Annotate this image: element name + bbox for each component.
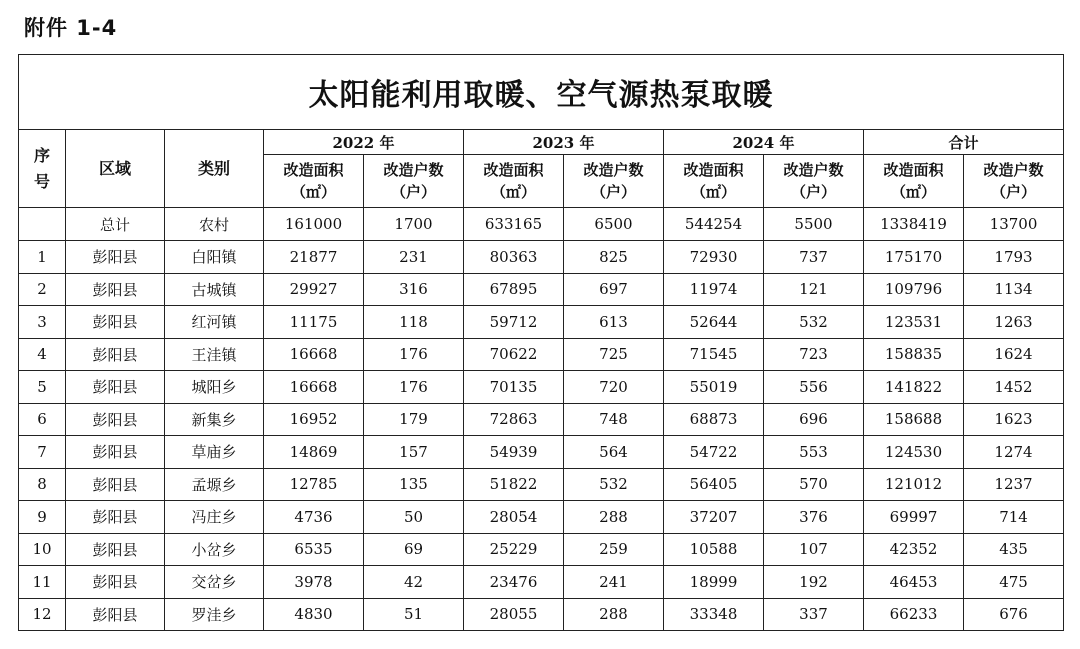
table-body xyxy=(19,208,1064,631)
table-cell: 748 xyxy=(564,403,664,436)
table-cell: 11 xyxy=(19,566,66,599)
table-cell: 720 xyxy=(564,371,664,404)
table-cell: 3978 xyxy=(264,566,364,599)
table-row xyxy=(19,306,1064,339)
subheader-area-line1: 改造面积 xyxy=(883,161,944,179)
subheader-households-line1: 改造户数 xyxy=(383,161,444,179)
header-seq-label: 序号 xyxy=(34,145,51,191)
table-cell: 376 xyxy=(764,501,864,534)
table-cell: 6 xyxy=(19,403,66,436)
table-cell: 彭阳县 xyxy=(66,436,165,469)
table-cell: 737 xyxy=(764,241,864,274)
table-cell: 彭阳县 xyxy=(66,273,165,306)
header-year-2022: 2022 年 xyxy=(264,130,464,155)
table-cell: 157 xyxy=(364,436,464,469)
table-cell: 175170 xyxy=(864,241,964,274)
total-row xyxy=(19,208,1064,241)
table-cell: 532 xyxy=(564,468,664,501)
subheader-households xyxy=(764,155,864,208)
table-cell: 11175 xyxy=(264,306,364,339)
table-cell: 179 xyxy=(364,403,464,436)
table-cell: 118 xyxy=(364,306,464,339)
table-cell: 70135 xyxy=(464,371,564,404)
table-cell: 259 xyxy=(564,533,664,566)
table-cell: 158835 xyxy=(864,338,964,371)
table-cell: 7 xyxy=(19,436,66,469)
table-cell: 69 xyxy=(364,533,464,566)
table-cell: 12785 xyxy=(264,468,364,501)
table-cell: 1263 xyxy=(964,306,1064,339)
table-cell: 彭阳县 xyxy=(66,566,165,599)
table-cell: 633165 xyxy=(464,208,564,241)
subheader-area-line1: 改造面积 xyxy=(483,161,544,179)
table-cell: 9 xyxy=(19,501,66,534)
table-cell: 1452 xyxy=(964,371,1064,404)
table-cell: 37207 xyxy=(664,501,764,534)
subheader-households xyxy=(364,155,464,208)
table-cell: 18999 xyxy=(664,566,764,599)
table-cell: 孟塬乡 xyxy=(165,468,264,501)
header-category: 类别 xyxy=(165,130,264,208)
table-row xyxy=(19,338,1064,371)
table-cell: 5500 xyxy=(764,208,864,241)
table-cell: 3 xyxy=(19,306,66,339)
attachment-label: 附件 1-4 xyxy=(24,16,118,40)
table-cell: 46453 xyxy=(864,566,964,599)
table-cell: 29927 xyxy=(264,273,364,306)
table-cell: 总计 xyxy=(66,208,165,241)
table-cell: 613 xyxy=(564,306,664,339)
table-cell: 25229 xyxy=(464,533,564,566)
table-cell: 68873 xyxy=(664,403,764,436)
table-cell: 草庙乡 xyxy=(165,436,264,469)
table-cell: 1 xyxy=(19,241,66,274)
table-cell: 彭阳县 xyxy=(66,338,165,371)
subheader-area-line1: 改造面积 xyxy=(683,161,744,179)
table-cell: 彭阳县 xyxy=(66,468,165,501)
table-cell: 56405 xyxy=(664,468,764,501)
table-cell: 288 xyxy=(564,598,664,631)
table-cell: 1237 xyxy=(964,468,1064,501)
table-row xyxy=(19,566,1064,599)
table-cell: 16668 xyxy=(264,371,364,404)
table-cell: 696 xyxy=(764,403,864,436)
subheader-households xyxy=(964,155,1064,208)
table-cell: 176 xyxy=(364,338,464,371)
table-cell: 农村 xyxy=(165,208,264,241)
table-cell: 16952 xyxy=(264,403,364,436)
table-cell: 72863 xyxy=(464,403,564,436)
table-cell: 8 xyxy=(19,468,66,501)
table-row xyxy=(19,403,1064,436)
header-seq xyxy=(19,130,66,208)
table-cell: 彭阳县 xyxy=(66,241,165,274)
table-cell: 12 xyxy=(19,598,66,631)
table-cell: 23476 xyxy=(464,566,564,599)
table-cell: 小岔乡 xyxy=(165,533,264,566)
table-cell: 红河镇 xyxy=(165,306,264,339)
table-row xyxy=(19,436,1064,469)
subheader-area-unit: （㎡） xyxy=(290,183,336,201)
table-cell: 337 xyxy=(764,598,864,631)
subheader-households-line1: 改造户数 xyxy=(783,161,844,179)
subheader-households xyxy=(564,155,664,208)
table-row xyxy=(19,241,1064,274)
table-cell: 564 xyxy=(564,436,664,469)
table-title: 太阳能利用取暖、空气源热泵取暖 xyxy=(19,55,1064,130)
table-cell: 51822 xyxy=(464,468,564,501)
table-cell: 544254 xyxy=(664,208,764,241)
table-cell: 4 xyxy=(19,338,66,371)
table-cell: 67895 xyxy=(464,273,564,306)
table-cell: 161000 xyxy=(264,208,364,241)
table-cell: 532 xyxy=(764,306,864,339)
table-cell: 121 xyxy=(764,273,864,306)
table-cell: 彭阳县 xyxy=(66,533,165,566)
table-cell: 28054 xyxy=(464,501,564,534)
table-cell: 316 xyxy=(364,273,464,306)
table-cell: 交岔乡 xyxy=(165,566,264,599)
table-cell: 罗洼乡 xyxy=(165,598,264,631)
table-row xyxy=(19,273,1064,306)
header-year-2023: 2023 年 xyxy=(464,130,664,155)
table-cell: 42 xyxy=(364,566,464,599)
subheader-area-unit: （㎡） xyxy=(890,183,936,201)
table-cell: 51 xyxy=(364,598,464,631)
table-cell: 彭阳县 xyxy=(66,371,165,404)
table-row xyxy=(19,598,1064,631)
table-cell: 288 xyxy=(564,501,664,534)
header-year-2024: 2024 年 xyxy=(664,130,864,155)
table-cell: 553 xyxy=(764,436,864,469)
table-cell: 52644 xyxy=(664,306,764,339)
table-cell: 176 xyxy=(364,371,464,404)
table-cell: 13700 xyxy=(964,208,1064,241)
table-row xyxy=(19,468,1064,501)
table-cell: 475 xyxy=(964,566,1064,599)
table-cell: 109796 xyxy=(864,273,964,306)
subheader-households-unit: （户） xyxy=(991,183,1037,201)
header-region: 区域 xyxy=(66,130,165,208)
table-cell: 107 xyxy=(764,533,864,566)
subheader-households-line1: 改造户数 xyxy=(983,161,1044,179)
table-cell: 彭阳县 xyxy=(66,306,165,339)
table-cell: 70622 xyxy=(464,338,564,371)
table-cell: 6535 xyxy=(264,533,364,566)
table-cell: 21877 xyxy=(264,241,364,274)
table-cell: 6500 xyxy=(564,208,664,241)
table-cell: 80363 xyxy=(464,241,564,274)
subheader-area xyxy=(664,155,764,208)
table-cell: 135 xyxy=(364,468,464,501)
table-cell: 11974 xyxy=(664,273,764,306)
table-cell: 723 xyxy=(764,338,864,371)
table-cell: 141822 xyxy=(864,371,964,404)
subheader-area xyxy=(464,155,564,208)
table-cell: 33348 xyxy=(664,598,764,631)
subheader-area-line1: 改造面积 xyxy=(283,161,344,179)
subheader-area xyxy=(264,155,364,208)
table-cell: 54722 xyxy=(664,436,764,469)
table-row xyxy=(19,501,1064,534)
table-cell: 570 xyxy=(764,468,864,501)
table-cell: 彭阳县 xyxy=(66,403,165,436)
table-cell: 192 xyxy=(764,566,864,599)
table-cell: 16668 xyxy=(264,338,364,371)
table-cell: 1338419 xyxy=(864,208,964,241)
table-cell: 697 xyxy=(564,273,664,306)
table-cell: 1274 xyxy=(964,436,1064,469)
table-cell: 1624 xyxy=(964,338,1064,371)
table-cell: 556 xyxy=(764,371,864,404)
subheader-households-unit: （户） xyxy=(590,183,636,201)
table-cell xyxy=(19,208,66,241)
table-cell: 42352 xyxy=(864,533,964,566)
subheader-area-unit: （㎡） xyxy=(690,183,736,201)
table-cell: 54939 xyxy=(464,436,564,469)
table-cell: 5 xyxy=(19,371,66,404)
table-cell: 825 xyxy=(564,241,664,274)
table-cell: 1134 xyxy=(964,273,1064,306)
table-cell: 新集乡 xyxy=(165,403,264,436)
subheader-households-unit: （户） xyxy=(790,183,836,201)
table-cell: 66233 xyxy=(864,598,964,631)
table-cell: 古城镇 xyxy=(165,273,264,306)
subheader-households-unit: （户） xyxy=(390,183,436,201)
table-cell: 55019 xyxy=(664,371,764,404)
table-row xyxy=(19,533,1064,566)
subheader-area xyxy=(864,155,964,208)
subheader-area-unit: （㎡） xyxy=(490,183,536,201)
table-cell: 435 xyxy=(964,533,1064,566)
table-cell: 72930 xyxy=(664,241,764,274)
table-cell: 69997 xyxy=(864,501,964,534)
table-cell: 白阳镇 xyxy=(165,241,264,274)
table-cell: 14869 xyxy=(264,436,364,469)
table-cell: 4736 xyxy=(264,501,364,534)
table-cell: 10 xyxy=(19,533,66,566)
header-total: 合计 xyxy=(864,130,1064,155)
table-cell: 28055 xyxy=(464,598,564,631)
heating-table xyxy=(18,54,1064,631)
table-cell: 121012 xyxy=(864,468,964,501)
table-cell: 冯庄乡 xyxy=(165,501,264,534)
table-cell: 王洼镇 xyxy=(165,338,264,371)
table-cell: 231 xyxy=(364,241,464,274)
table-cell: 1793 xyxy=(964,241,1064,274)
table-cell: 124530 xyxy=(864,436,964,469)
table-cell: 彭阳县 xyxy=(66,501,165,534)
table-cell: 71545 xyxy=(664,338,764,371)
table-cell: 50 xyxy=(364,501,464,534)
table-cell: 4830 xyxy=(264,598,364,631)
table-cell: 10588 xyxy=(664,533,764,566)
table-cell: 158688 xyxy=(864,403,964,436)
table-cell: 1623 xyxy=(964,403,1064,436)
table-row xyxy=(19,371,1064,404)
table-cell: 59712 xyxy=(464,306,564,339)
table-cell: 676 xyxy=(964,598,1064,631)
table-cell: 714 xyxy=(964,501,1064,534)
table-cell: 1700 xyxy=(364,208,464,241)
subheader-households-line1: 改造户数 xyxy=(583,161,644,179)
table-cell: 725 xyxy=(564,338,664,371)
table-cell: 241 xyxy=(564,566,664,599)
table-cell: 123531 xyxy=(864,306,964,339)
table-cell: 2 xyxy=(19,273,66,306)
table-cell: 彭阳县 xyxy=(66,598,165,631)
table-cell: 城阳乡 xyxy=(165,371,264,404)
